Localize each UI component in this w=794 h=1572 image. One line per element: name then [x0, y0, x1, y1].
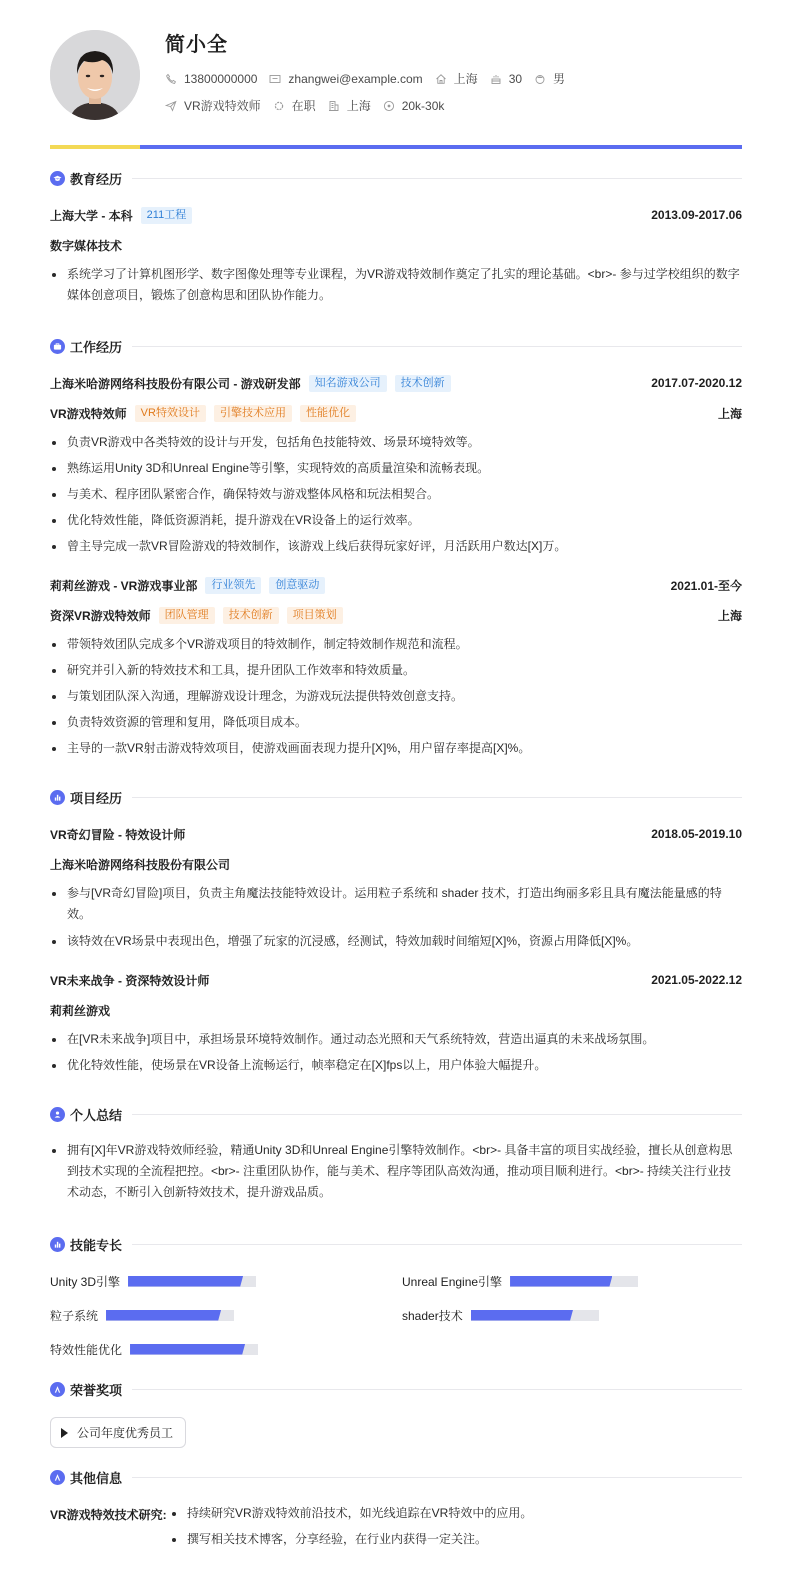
education-major-row	[50, 236, 742, 254]
section-header: 个人总结	[50, 1104, 742, 1124]
skill-level-bar	[128, 1276, 256, 1287]
work-bullet: 负责VR游戏中各类特效的设计与开发，包括角色技能特效、场景环境特效等。	[50, 432, 742, 453]
skill-level-fill	[471, 1310, 573, 1321]
award-icon	[50, 1382, 65, 1397]
skill-item: shader技术	[402, 1307, 599, 1323]
skill-level-fill	[510, 1276, 612, 1287]
company-tag: 技术创新	[395, 375, 451, 392]
role-tag: 引擎技术应用	[214, 405, 292, 422]
awards-section	[50, 1379, 742, 1399]
project-bullet: 该特效在VR场景中表现出色，增强了玩家的沉浸感，经测试，特效加载时间缩短[X]%，资源占用降低[X]%。	[50, 931, 742, 952]
target-city-info: 上海	[328, 97, 371, 114]
section-header: 教育经历	[50, 168, 742, 188]
skill-level-bar	[130, 1344, 258, 1355]
summary-bullet: 拥有[X]年VR游戏特效师经验，精通Unity 3D和Unreal Engine引擎特效制作。<br>- 具备丰富的项目实战经验，擅长从创意构思到技术实现的全流程把控。<br>- 注重团队协作，能与美术、程序等团队高效沟通，推动项目顺利进行。<br>- 持续关注行业技术动态，不断引入创新特效技术，提升游戏品质。	[50, 1140, 742, 1203]
education-item-header	[50, 206, 742, 224]
project-item-header	[50, 971, 742, 989]
major: 数字媒体技术	[50, 238, 123, 253]
skill-item: Unreal Engine引擎	[402, 1273, 638, 1289]
section-header: 其他信息	[50, 1467, 742, 1487]
work-location: 上海	[717, 406, 742, 421]
section-divider	[132, 346, 742, 347]
money-icon	[383, 100, 395, 112]
work-bullet: 与美术、程序团队紧密合作，确保特效与游戏整体风格和玩法相契合。	[50, 484, 742, 505]
project-company: 上海米哈游网络科技股份有限公司	[50, 857, 231, 872]
company-name: 上海米哈游网络科技股份有限公司 - 游戏研发部	[50, 376, 301, 391]
avatar-photo-icon	[50, 30, 140, 120]
skill-item: 特效性能优化	[50, 1341, 258, 1357]
role-tag: VR特效设计	[135, 405, 206, 422]
school-degree: 上海大学 - 本科	[50, 208, 133, 223]
section-divider	[132, 1389, 742, 1390]
candidate-name: 简小全	[165, 34, 228, 56]
hometown-info: 上海	[435, 70, 478, 87]
email-info: zhangwei@example.com	[269, 72, 422, 86]
cake-icon	[490, 73, 502, 85]
skill-level-fill	[130, 1344, 245, 1355]
work-item-header	[50, 576, 742, 594]
work-role-row	[50, 404, 742, 422]
education-section	[50, 168, 742, 188]
contact-info-row	[165, 70, 577, 87]
section-header: 工作经历	[50, 336, 742, 356]
project-period: 2018.05-2019.10	[651, 827, 742, 841]
other-info-label: VR游戏特效技术研究:	[50, 1507, 167, 1522]
project-period: 2021.05-2022.12	[651, 973, 742, 987]
work-location: 上海	[717, 608, 742, 623]
section-header: 荣誉奖项	[50, 1379, 742, 1399]
role-tag: 项目策划	[287, 607, 343, 624]
skills-section	[50, 1234, 742, 1254]
role-tag: 团队管理	[159, 607, 215, 624]
project-name: VR未来战争 - 资深特效设计师	[50, 973, 210, 988]
project-item-header	[50, 825, 742, 843]
section-divider	[132, 1114, 742, 1115]
work-bullet: 与策划团队深入沟通，理解游戏设计理念，为游戏玩法提供特效创意支持。	[50, 686, 742, 707]
header-accent-bar	[50, 145, 742, 149]
skill-level-bar	[471, 1310, 599, 1321]
company-tag: 行业领先	[205, 577, 261, 594]
work-bullet: 优化特效性能，降低资源消耗，提升游戏在VR设备上的运行效率。	[50, 510, 742, 531]
project-bullet: 参与[VR奇幻冒险]项目，负责主角魔法技能特效设计。运用粒子系统和 shader 技术，打造出绚丽多彩且具有魔法能量感的特效。	[50, 883, 742, 925]
target-position-info: VR游戏特效师	[165, 97, 261, 114]
project-bullet: 优化特效性能，使场景在VR设备上流畅运行，帧率稳定在[X]fps以上，用户体验大幅提升。	[50, 1055, 742, 1076]
project-company-row	[50, 855, 742, 873]
award-item: 公司年度优秀员工	[50, 1417, 186, 1448]
skill-item: Unity 3D引擎	[50, 1273, 256, 1289]
accent-bar-blue	[140, 145, 742, 149]
projects-section	[50, 787, 742, 807]
work-period: 2021.01-至今	[670, 578, 742, 593]
work-item-header	[50, 374, 742, 392]
graduation-cap-icon	[50, 171, 65, 186]
work-bullet: 曾主导完成一款VR冒险游戏的特效制作，该游戏上线后获得玩家好评，月活跃用户数达[X]万。	[50, 536, 742, 557]
bar-chart-icon	[50, 790, 65, 805]
other-info-label-row	[50, 1505, 167, 1523]
section-divider	[132, 178, 742, 179]
resume-page	[50, 0, 742, 1546]
other-info-section	[50, 1467, 742, 1487]
phone-icon	[165, 73, 177, 85]
send-icon	[165, 100, 177, 112]
work-bullet: 负责特效资源的管理和复用，降低项目成本。	[50, 712, 742, 733]
briefcase-icon	[50, 339, 65, 354]
bar-chart-icon	[50, 1237, 65, 1252]
project-company: 莉莉丝游戏	[50, 1003, 111, 1018]
work-role-row	[50, 606, 742, 624]
education-bullet: 系统学习了计算机图形学、数字图像处理等专业课程，为VR游戏特效制作奠定了扎实的理论基础。<br>- 参与过学校组织的数字媒体创意项目，锻炼了创意构思和团队协作能力。	[50, 264, 742, 306]
skill-level-bar	[106, 1310, 234, 1321]
section-divider	[132, 797, 742, 798]
job-intent-row	[165, 97, 456, 114]
section-header: 技能专长	[50, 1234, 742, 1254]
work-bullet: 研究并引入新的特效技术和工具，提升团队工作效率和特效质量。	[50, 660, 742, 681]
user-icon	[50, 1107, 65, 1122]
job-role: VR游戏特效师	[50, 406, 127, 421]
skill-level-fill	[106, 1310, 221, 1321]
company-tag: 知名游戏公司	[309, 375, 387, 392]
project-bullet: 在[VR未来战争]项目中，承担场景环境特效制作。通过动态光照和天气系统特效，营造出逼真的未来战场氛围。	[50, 1029, 742, 1050]
work-period: 2017.07-2020.12	[651, 376, 742, 390]
work-bullet: 熟练运用Unity 3D和Unreal Engine等引擎，实现特效的高质量渲染和流畅表现。	[50, 458, 742, 479]
mail-icon	[269, 73, 281, 85]
section-divider	[132, 1477, 742, 1478]
work-bullet: 带领特效团队完成多个VR游戏项目的特效制作，制定特效制作规范和流程。	[50, 634, 742, 655]
building-icon	[328, 100, 340, 112]
section-divider	[132, 1244, 742, 1245]
gender-icon	[534, 73, 546, 85]
work-section	[50, 336, 742, 356]
work-bullet: 主导的一款VR射击游戏特效项目，使游戏画面表现力提升[X]%，用户留存率提高[X]%。	[50, 738, 742, 759]
school-tag: 211工程	[141, 207, 193, 224]
gender-info: 男	[534, 70, 565, 87]
salary-info: 20k-30k	[383, 99, 445, 113]
skill-level-fill	[128, 1276, 243, 1287]
project-name: VR奇幻冒险 - 特效设计师	[50, 827, 186, 842]
section-header: 项目经历	[50, 787, 742, 807]
info-icon	[50, 1470, 65, 1485]
avatar	[50, 30, 140, 120]
skill-level-bar	[510, 1276, 638, 1287]
status-icon	[273, 100, 285, 112]
education-period: 2013.09-2017.06	[651, 208, 742, 222]
project-company-row	[50, 1001, 742, 1019]
play-triangle-icon	[61, 1428, 68, 1438]
accent-bar-yellow	[50, 145, 140, 149]
summary-section	[50, 1104, 742, 1124]
home-icon	[435, 73, 447, 85]
company-tag: 创意驱动	[269, 577, 325, 594]
other-info-bullet: 撰写相关技术博客，分享经验，在行业内获得一定关注。	[170, 1529, 742, 1550]
employment-status-info: 在职	[273, 97, 316, 114]
resume-header	[50, 0, 742, 145]
phone-info: 13800000000	[165, 72, 257, 86]
role-tag: 性能优化	[300, 405, 356, 422]
age-info: 30	[490, 72, 522, 86]
company-name: 莉莉丝游戏 - VR游戏事业部	[50, 578, 198, 593]
other-info-bullet: 持续研究VR游戏特效前沿技术，如光线追踪在VR特效中的应用。	[170, 1503, 742, 1524]
skill-item: 粒子系统	[50, 1307, 234, 1323]
job-role: 资深VR游戏特效师	[50, 608, 151, 623]
role-tag: 技术创新	[223, 607, 279, 624]
